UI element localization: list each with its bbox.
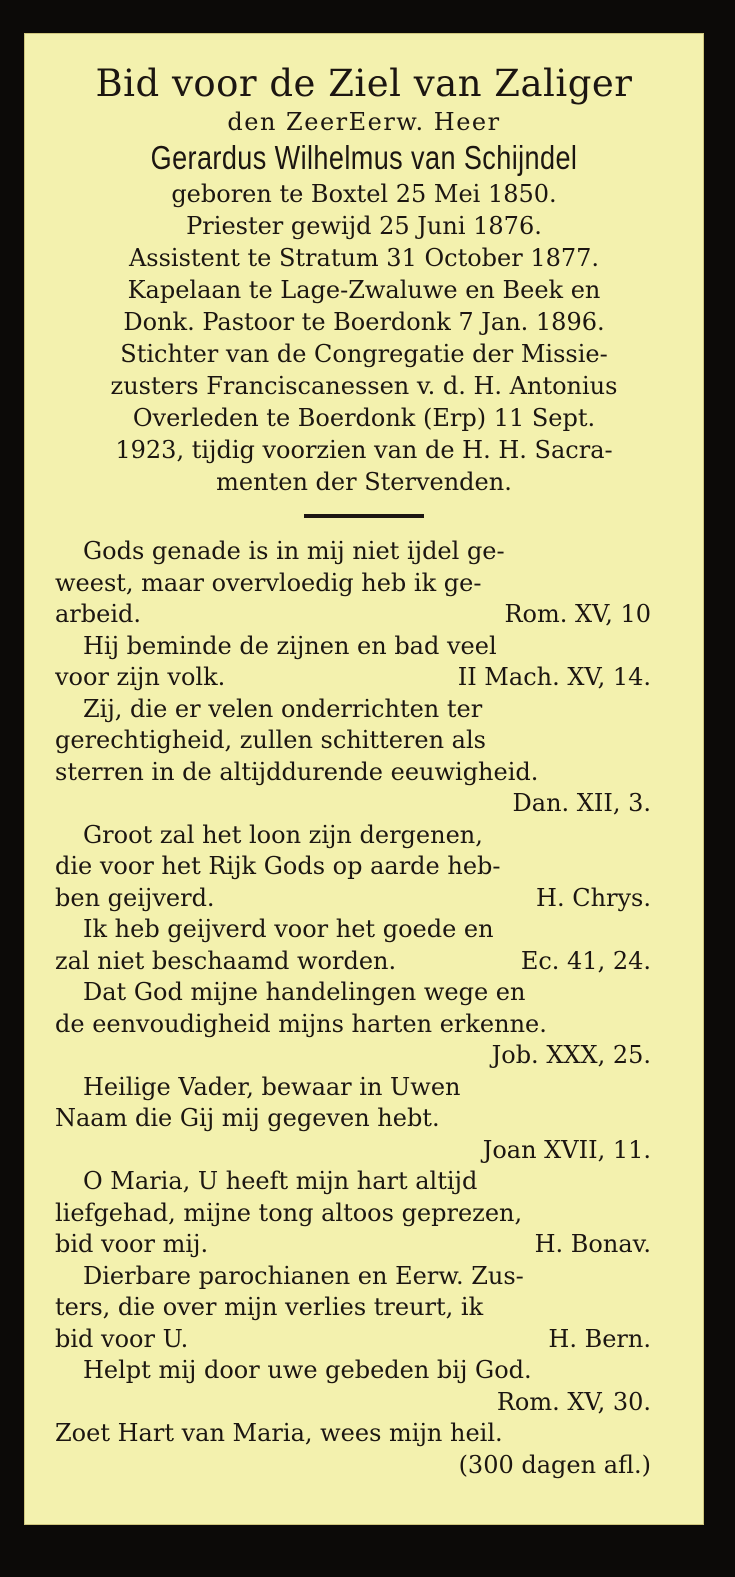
bio-line: Donk. Pastoor te Boerdonk 7 Jan. 1896.: [123, 308, 605, 336]
bio-line: Overleden te Boerdonk (Erp) 11 Sept.: [132, 404, 596, 432]
scripture-quotes: [55, 536, 673, 1481]
quote-reference: Joan XVII, 11.: [482, 1135, 651, 1164]
quote-line: de eenvoudigheid mijns harten erkenne.: [55, 1009, 547, 1038]
divider: [304, 514, 424, 518]
quote-line: sterren in de altijddurende eeuwigheid.: [55, 757, 539, 786]
bio-line: 1923, tijdig voorzien van de H. H. Sacra-: [115, 436, 613, 464]
quote-line: gerechtigheid, zullen schitteren als: [55, 726, 486, 754]
bio-line: Priester gewijd 25 Juni 1876.: [186, 212, 542, 240]
quote-reference: H. Chrys.: [536, 883, 651, 912]
quote-line: Naam die Gij mij gegeven hebt.: [55, 1104, 440, 1132]
quote-reference: Job. XXX, 25.: [491, 1041, 651, 1069]
quote-reference: Ec. 41, 24.: [520, 946, 651, 975]
bio-line: Kapelaan te Lage-Zwaluwe en Beek en: [127, 276, 601, 304]
quote-reference: Rom. XV, 10: [504, 600, 651, 628]
quote-text: zal niet beschaamd worden.: [55, 946, 397, 975]
bio-line: Stichter van de Congregatie der Missie-: [120, 340, 608, 368]
quote-line: [55, 662, 673, 694]
indulgence-note: (300 dagen afl.): [458, 1450, 651, 1479]
memorial-card: [24, 33, 704, 1525]
quote-reference: Dan. XII, 3.: [512, 789, 651, 817]
bio-line: geboren te Boxtel 25 Mei 1850.: [171, 180, 557, 208]
quote-line: die voor het Rijk Gods op aarde heb-: [55, 852, 501, 880]
bio-line: zusters Franciscanessen v. d. H. Antonius: [110, 372, 618, 400]
quote-line: [55, 1229, 673, 1261]
quote-line: Groot zal het loon zijn dergenen,: [83, 820, 483, 849]
quote-text: bid voor mij.: [55, 1230, 209, 1258]
quote-line: ters, die over mijn verlies treurt, ik: [55, 1293, 484, 1321]
quote-text: arbeid.: [55, 600, 142, 628]
quote-line: weest, maar overvloedig heb ik ge-: [55, 568, 482, 597]
quote-line: Dat God mijne handelingen wege en: [83, 978, 526, 1006]
quote-line: Hij beminde de zijnen en bad veel: [83, 631, 497, 660]
quote-line: Gods genade is in mij niet ijdel ge-: [83, 537, 505, 565]
quote-reference: Rom. XV, 30.: [496, 1387, 651, 1416]
quote-reference: II Mach. XV, 14.: [457, 663, 651, 691]
quote-line: Ik heb geijverd voor het goede en: [83, 915, 494, 943]
quote-text: voor zijn volk.: [55, 663, 226, 691]
quote-line: [55, 1324, 673, 1356]
quote-line: Zij, die er velen onderrichten ter: [83, 694, 483, 723]
quote-line: Heilige Vader, bewaar in Uwen: [83, 1072, 461, 1101]
quote-line: [55, 946, 673, 978]
quote-line: [55, 883, 673, 915]
biography: [55, 178, 673, 498]
honorific: den ZeerEerw. Heer: [227, 108, 501, 136]
card-title: Bid voor de Ziel van Zaliger: [95, 62, 633, 105]
deceased-name: Gerardus Wilhelmus van Schijndel: [150, 139, 578, 176]
quote-text: ben geijverd.: [55, 883, 215, 912]
quote-line: Zoet Hart van Maria, wees mijn heil.: [55, 1419, 503, 1447]
quote-text: bid voor U.: [55, 1324, 189, 1353]
quote-line: Dierbare parochianen en Eerw. Zus-: [83, 1261, 524, 1290]
bio-line: Assistent te Stratum 31 October 1877.: [128, 244, 600, 272]
quote-line: [55, 599, 673, 631]
quote-line: O Maria, U heeft mijn hart altijd: [83, 1167, 478, 1195]
quote-line: Helpt mij door uwe gebeden bij God.: [83, 1356, 532, 1384]
quote-reference: H. Bonav.: [534, 1230, 651, 1258]
quote-line: liefgehad, mijne tong altoos geprezen,: [55, 1198, 523, 1227]
quote-reference: H. Bern.: [548, 1324, 651, 1353]
bio-line: menten der Stervenden.: [216, 468, 512, 496]
